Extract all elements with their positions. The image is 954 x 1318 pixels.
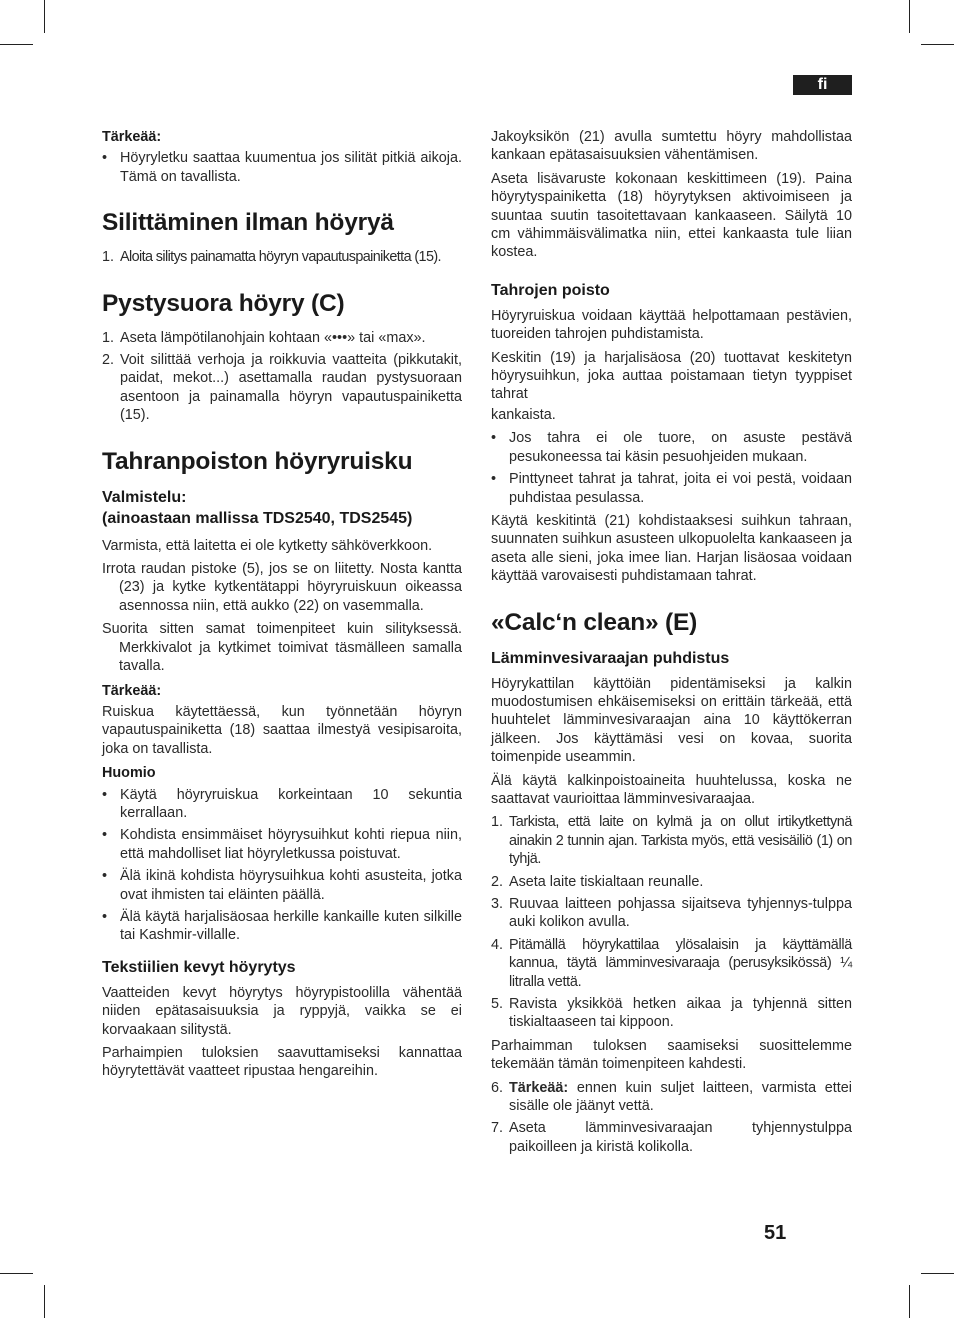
step-number: 3.: [491, 896, 504, 912]
step-text: Aseta lämpötilanohjain kohtaan «•••» tai «max».: [120, 329, 426, 346]
bullet: •: [102, 786, 108, 803]
crop-mark: [921, 1273, 954, 1274]
bullet: •: [491, 471, 497, 488]
step-item: [102, 351, 462, 425]
note-title: Tärkeää:: [102, 682, 162, 699]
step-item: [491, 1079, 852, 1116]
calc-steps: [491, 813, 852, 1031]
list-item-text: Kohdista ensimmäiset höyrysuihkut kohti riepua niin, että mahdolliset liat höyryletkussa poistuvat.: [120, 827, 462, 862]
page-number: 51: [764, 1222, 787, 1244]
vertical-steps: [102, 329, 462, 425]
step-text: Pitämällä höyrykattilaa ylösalaisin ja käyttämällä kannua, täytä lämminvesivaraaja (perusyksikössä) ¼ litralla vettä.: [509, 936, 852, 990]
subheading-boiler-cleaning: Lämminvesivaraajan puhdistus: [491, 649, 730, 667]
subheading-textile: Tekstiilien kevyt höyrytys: [102, 958, 296, 976]
paragraph: Parhaimman tuloksen saamiseksi suosittelemme tekemään tämän toimenpiteen kahdesti.: [491, 1037, 852, 1073]
list-item: [491, 429, 852, 466]
step-item: [491, 995, 852, 1032]
stain-list: [491, 429, 852, 507]
paragraph: Varmista, että laitetta ei ole kytketty sähköverkkoon.: [102, 537, 433, 554]
language-tab: fi: [793, 75, 852, 95]
prep-subtitle: (ainoastaan mallissa TDS2540, TDS2545): [102, 509, 413, 527]
paragraph: Keskitin (19) ja harjalisäosa (20) tuottavat keskitetyn höyrysuihkun, joka auttaa poistamaan tietyn tyyppiset tahrat: [491, 349, 852, 403]
crop-mark: [44, 0, 45, 33]
crop-mark: [909, 0, 910, 33]
paragraph: Ruiskua käytettäessä, kun työnnetään höyryn vapautuspainiketta (18) saattaa ilmestyä vesipisaroita, joka on tavallista.: [102, 703, 462, 757]
crop-mark: [921, 44, 954, 45]
paragraph: Aseta lisävaruste kokonaan keskittimeen (19). Paina höyrytyspainiketta (18) höyrytyksen aktivoimiseen ja suuntaa suutin tasoitettavaan kankaaseen. Säilytä 10 cm vähimmäisvälimatka niin, ettei kankaasta tule liian kostea.: [491, 170, 852, 261]
step-text: Aloita silitys painamatta höyryn vapautuspainiketta (15).: [120, 249, 441, 266]
step-item: [491, 895, 852, 932]
step-text: Tarkista, että laite on kylmä ja on ollut irtikytkettynä ainakin 2 tunnin ajan. Tarkista myös, että vesisäiliö (1) on tyhjä.: [509, 814, 852, 868]
crop-mark: [909, 1285, 910, 1318]
list-item-text: Jos tahra ei ole tuore, on asuste pestävä pesukoneessa tai käsin pesuohjeiden mukaan.: [509, 430, 852, 465]
paragraph: kankaista.: [491, 406, 556, 423]
bullet: •: [102, 868, 108, 885]
note-list: [102, 149, 462, 186]
step-item: [491, 1119, 852, 1156]
step-item: [491, 873, 852, 891]
paragraph: Höyrykattilan käyttöiän pidentämiseksi ja kalkin muodostumisen ehkäisemiseksi on erittäin tärkeää, että huuhtelet lämminvesivaraajan aina 10 käyttökerran jälkeen. Jos käyttämäsi vesi on kovaa, suorita toimenpide useammin.: [491, 675, 852, 766]
step-number: 2.: [102, 352, 115, 369]
calc-steps-final: [491, 1079, 852, 1157]
important-label: Tärkeää:: [509, 1079, 569, 1096]
step-text: Voit silittää verhoja ja roikkuvia vaatteita (pikkutakit, paidat, mekot...) asettamalla raudan pystysuoraan asentoon ja painamalla höyryn vapautuspainiketta (15).: [120, 352, 462, 424]
list-item-text: Pinttyneet tahrat ja tahrat, joita ei voi pestä, voidaan puhdistaa pesulassa.: [509, 471, 852, 506]
paragraph: Jakoyksikön (21) avulla sumtettu höyry mahdollistaa kankaan epätasaisuuksien vähentämisen.: [491, 129, 852, 164]
prep-title: Valmistelu:: [102, 488, 187, 506]
bullet: •: [102, 150, 108, 167]
crop-mark: [0, 1273, 33, 1274]
step-text: Ruuvaa laitteen pohjassa sijaitseva tyhjennys-tulppa auki kolikon avulla.: [509, 896, 852, 931]
step-number: 7.: [491, 1120, 504, 1137]
paragraph: Parhaimpien tuloksien saavuttamiseksi kannattaa höyrytettävät vaatteet ripustaa hengareihin.: [102, 1045, 462, 1080]
caution-title: Huomio: [102, 765, 156, 782]
note-title: Tärkeää:: [102, 129, 162, 145]
right-column: [491, 128, 852, 1161]
list-item: [102, 908, 462, 945]
paragraph: Irrota raudan pistoke (5), jos se on liitetty. Nosta kantta (23) ja kytke kytkentätappi höyryruiskuun oikeassa asennossa niin, että aukko (22) on vasemmalla.: [102, 561, 462, 614]
step-number: 2.: [491, 873, 504, 890]
step-item: [102, 329, 462, 347]
step-text: Aseta laite tiskialtaan reunalle.: [509, 873, 704, 890]
step-number: 4.: [491, 936, 504, 953]
crop-mark: [0, 44, 33, 45]
list-item-text: Höyryletku saattaa kuumentua jos silität pitkiä aikoja. Tämä on tavallista.: [120, 150, 462, 185]
step-number: 6.: [491, 1079, 504, 1096]
step-number: 1.: [102, 329, 115, 346]
bullet: •: [491, 430, 497, 447]
bullet: •: [102, 827, 108, 844]
list-item-text: Käytä höyryruiskua korkeintaan 10 sekuntia kerrallaan.: [120, 786, 462, 821]
step-item: [491, 813, 852, 868]
heading-steam-spray: Tahranpoiston höyryruisku: [102, 447, 413, 475]
heading-calc-clean: «Calc‘n clean» (E): [491, 608, 698, 636]
paragraph: Suorita sitten samat toimenpiteet kuin silityksessä. Merkkivalot ja kytkimet toimivat täsmälleen samalla tavalla.: [102, 621, 462, 675]
step-text: Aseta lämminvesivaraajan tyhjennystulppa paikoilleen ja kiristä kolikolla.: [509, 1120, 852, 1155]
step-item: [491, 936, 852, 991]
crop-mark: [44, 1285, 45, 1318]
list-item: [102, 786, 462, 823]
step-text: ennen kuin suljet laitteen, varmista ettei sisälle ole jäänyt vettä.: [509, 1079, 852, 1115]
left-column: [102, 128, 462, 1086]
list-item-text: Älä ikinä kohdista höyrysuihkua kohti asusteita, jotka ovat ihmisten tai eläinten päällä.: [120, 868, 462, 903]
heading-no-steam: Silittäminen ilman höyryä: [102, 209, 394, 237]
step-number: 5.: [491, 996, 504, 1013]
step-item: [102, 248, 462, 266]
bullet: •: [102, 908, 108, 925]
list-item: [102, 867, 462, 904]
list-item-text: Älä käytä harjalisäosaa herkille kankaille kuten silkille tai Kashmir-villalle.: [120, 908, 462, 944]
list-item: [102, 826, 462, 863]
step-text: Ravista yksikköä hetken aikaa ja tyhjennä sitten tiskialtaaseen tai kippoon.: [509, 996, 852, 1031]
no-steam-steps: [102, 248, 462, 266]
heading-vertical-steam: Pystysuora höyry (C): [102, 289, 345, 317]
paragraph: Käytä keskitintä (21) kohdistaaksesi suihkun tahraan, suunnaten suihkun asusteen ulkopuolelta kankaaseen ja aseta alle sieni, joka imee lian. Harjan lisäosaa voidaan käyttää varovaisesti puhdistamaan tahrat.: [491, 512, 852, 585]
paragraph: Älä käytä kalkinpoistoaineita huuhtelussa, koska ne saattavat vaurioittaa lämminvesivaraajaa.: [491, 772, 852, 807]
list-item: [102, 149, 462, 186]
list-item: [491, 470, 852, 507]
step-number: 1.: [491, 814, 504, 831]
paragraph: Vaatteiden kevyt höyrytys höyrypistoolilla vähentää niiden epätasaisuuksia ja ryppyjä, vaikka se ei korvaakaan silitystä.: [102, 984, 462, 1038]
step-number: 1.: [102, 249, 115, 266]
caution-list: [102, 786, 462, 945]
subheading-stain-removal: Tahrojen poisto: [491, 281, 610, 299]
paragraph: Höyryruiskua voidaan käyttää helpottamaan pestävien, tuoreiden tahrojen puhdistamista.: [491, 307, 852, 343]
